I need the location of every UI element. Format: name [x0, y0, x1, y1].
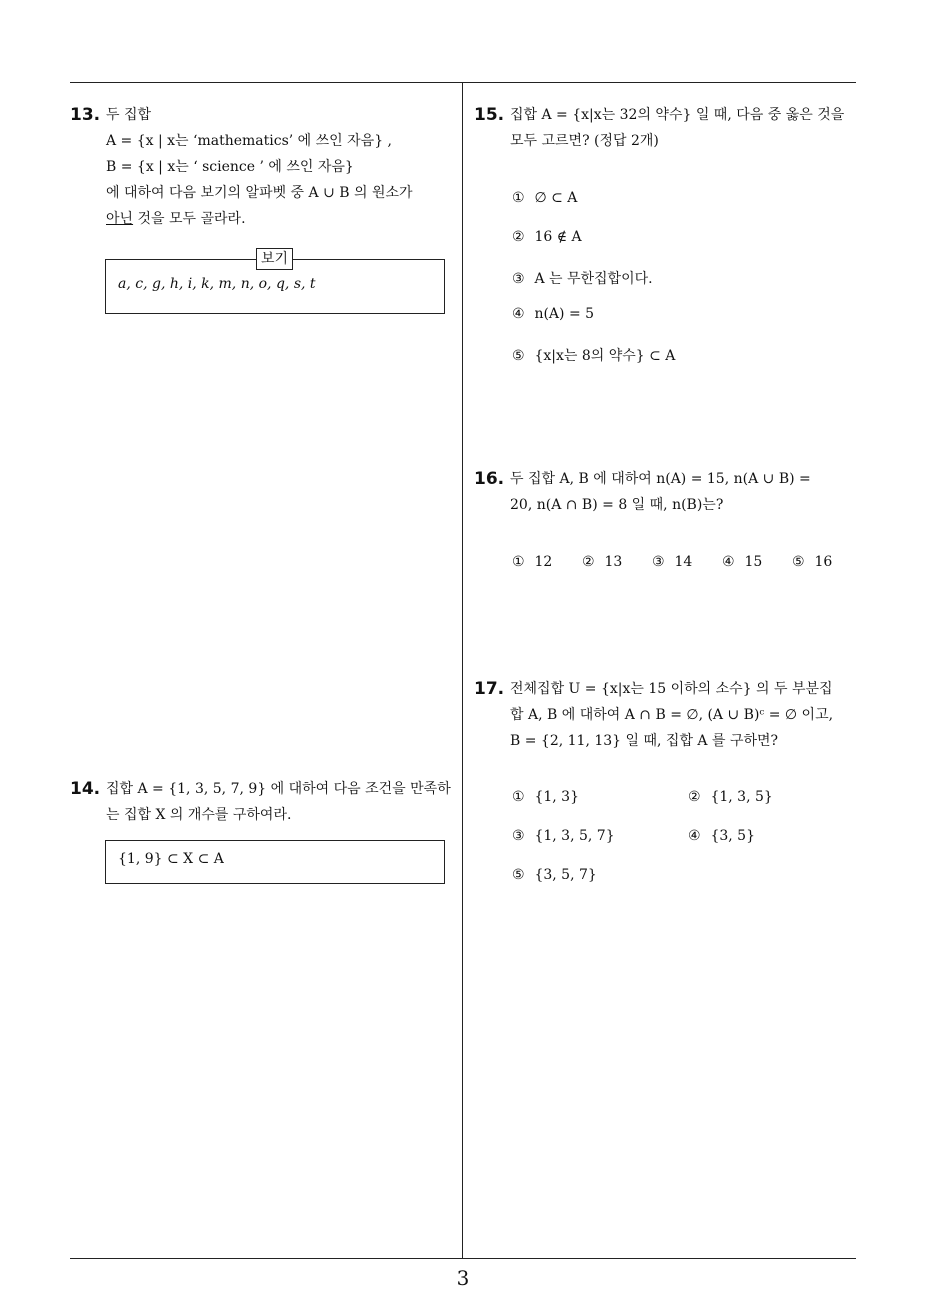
choice-5[interactable] — [512, 867, 597, 883]
question-text — [106, 206, 413, 232]
choice-mark: ③ — [512, 271, 525, 287]
choice-mark: ① — [512, 554, 525, 570]
choice-text: {1, 3, 5, 7} — [534, 828, 615, 844]
choice-mark: ② — [512, 229, 525, 245]
choice-mark: ① — [512, 789, 525, 805]
underlined-word: 아닌 — [106, 211, 134, 227]
question-body — [510, 102, 844, 154]
choice-2[interactable] — [582, 554, 622, 570]
choice-4[interactable] — [688, 828, 755, 844]
choice-mark: ② — [688, 789, 701, 805]
choice-3[interactable] — [512, 828, 615, 844]
choice-mark: ① — [512, 190, 525, 206]
choice-text: {3, 5, 7} — [534, 867, 597, 883]
choice-text: 13 — [604, 554, 623, 570]
question-text-rest: 것을 모두 골라라. — [133, 211, 246, 227]
condition-content: {1, 9} ⊂ X ⊂ A — [118, 851, 224, 867]
question-text: B = {2, 11, 13} 일 때, 집합 A 를 구하면? — [510, 733, 779, 749]
choice-mark: ④ — [688, 828, 701, 844]
question-text: 집합 A = {1, 3, 5, 7, 9} 에 대하여 다음 조건을 만족하 — [106, 781, 451, 797]
question-number: 17. — [474, 679, 505, 699]
question-body — [510, 466, 811, 518]
bogi-content: a, c, g, h, i, k, m, n, o, q, s, t — [118, 276, 316, 292]
set-a-definition: A = {x | x는 ‘mathematics’ 에 쓰인 자음} , — [106, 133, 393, 149]
choice-1[interactable] — [512, 190, 577, 206]
choice-mark: ③ — [512, 828, 525, 844]
choice-3[interactable] — [652, 554, 692, 570]
question-number: 14. — [70, 779, 101, 799]
question-number: 15. — [474, 105, 505, 125]
choice-4[interactable] — [512, 306, 594, 322]
choice-text: {1, 3, 5} — [710, 789, 773, 805]
choice-4[interactable] — [722, 554, 762, 570]
choice-2[interactable] — [512, 229, 582, 245]
question-text: 전체집합 U = {x|x는 15 이하의 소수} 의 두 부분집 — [510, 681, 833, 697]
column-divider — [462, 82, 463, 1258]
choice-5[interactable] — [792, 554, 832, 570]
choice-text: A 는 무한집합이다. — [534, 271, 653, 287]
question-number: 16. — [474, 469, 505, 489]
choice-mark: ⑤ — [792, 554, 805, 570]
question-text: 두 집합 A, B 에 대하여 n(A) = 15, n(A ∪ B) = — [510, 471, 811, 487]
question-text: 모두 고르면? (정답 2개) — [510, 133, 659, 149]
condition-box — [105, 840, 445, 884]
question-body — [106, 776, 451, 828]
choice-1[interactable] — [512, 789, 579, 805]
choice-text: 15 — [744, 554, 763, 570]
choice-mark: ⑤ — [512, 867, 525, 883]
choice-3[interactable] — [512, 268, 653, 288]
choice-text: 16 ∉ A — [534, 229, 582, 245]
choice-text: n(A) = 5 — [534, 306, 595, 322]
choice-text: ∅ ⊂ A — [534, 190, 578, 206]
question-text: 20, n(A ∩ B) = 8 일 때, n(B)는? — [510, 497, 724, 513]
choice-mark: ④ — [722, 554, 735, 570]
question-text: 집합 A = {x|x는 32의 약수} 일 때, 다음 중 옳은 것을 — [510, 107, 845, 123]
question-number: 13. — [70, 105, 101, 125]
choice-text: 16 — [814, 554, 833, 570]
choice-text: {x|x는 8의 약수} ⊂ A — [534, 348, 676, 364]
choice-mark: ③ — [652, 554, 665, 570]
choice-mark: ④ — [512, 306, 525, 322]
top-rule — [70, 82, 856, 83]
question-text: 합 A, B 에 대하여 A ∩ B = ∅, (A ∪ B)ᶜ = ∅ 이고, — [510, 707, 834, 723]
choice-2[interactable] — [688, 789, 773, 805]
question-body — [510, 676, 833, 754]
page-number: 3 — [456, 1266, 470, 1290]
choice-text: {1, 3} — [534, 789, 579, 805]
choice-mark: ② — [582, 554, 595, 570]
question-body — [106, 102, 413, 232]
bogi-label: 보기 — [256, 248, 293, 270]
choice-text: {3, 5} — [710, 828, 755, 844]
choice-text: 14 — [674, 554, 693, 570]
question-text: 는 집합 X 의 개수를 구하여라. — [106, 807, 292, 823]
choice-mark: ⑤ — [512, 348, 525, 364]
choice-1[interactable] — [512, 554, 552, 570]
choice-text: 12 — [534, 554, 553, 570]
set-b-definition: B = {x | x는 ‘ science ’ 에 쓰인 자음} — [106, 159, 354, 175]
question-text: 두 집합 — [106, 107, 152, 123]
bottom-rule — [70, 1258, 856, 1259]
question-text: 에 대하여 다음 보기의 알파벳 중 A ∪ B 의 원소가 — [106, 185, 413, 201]
choice-5[interactable] — [512, 345, 675, 365]
